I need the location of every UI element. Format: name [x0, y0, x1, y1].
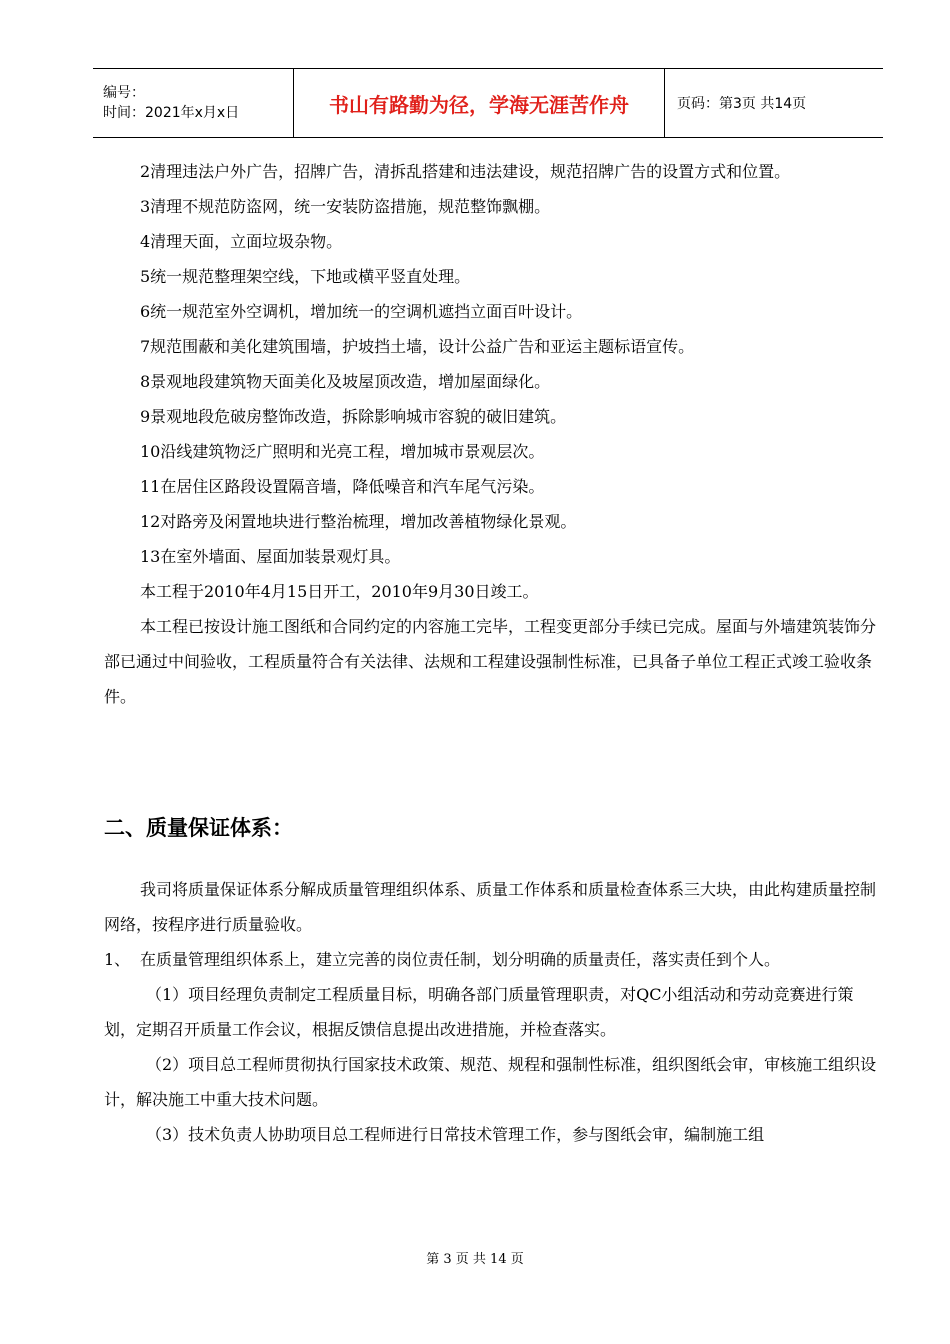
- section-quality-system: [104, 872, 884, 1152]
- header-motto: 书山有路勤为径，学海无涯苦作舟: [294, 69, 665, 137]
- section-intro: 我司将质量保证体系分解成质量管理组织体系、质量工作体系和质量检查体系三大块，由此构建质量控制网络，按程序进行质量验收。: [104, 880, 877, 934]
- paragraph: 13在室外墙面、屋面加装景观灯具。: [140, 547, 401, 566]
- paragraph: 11在居住区路段设置隔音墙，降低噪音和汽车尾气污染。: [140, 477, 545, 496]
- paragraph: 4清理天面，立面垃圾杂物。: [140, 232, 343, 251]
- list-number: 1、: [104, 950, 131, 969]
- page-header: [93, 68, 883, 138]
- sub-item: （2）项目总工程师贯彻执行国家技术政策、规范、规程和强制性标准，组织图纸会审，审核施工组织设计，解决施工中重大技术问题。: [104, 1055, 877, 1109]
- header-number-label: 编号：: [103, 85, 145, 101]
- paragraph: 3清理不规范防盗网，统一安装防盗措施，规范整饰飘棚。: [140, 197, 551, 216]
- paragraph: 2清理违法户外广告，招牌广告，清拆乱搭建和违法建设，规范招牌广告的设置方式和位置。: [140, 162, 791, 181]
- sub-item: （3）技术负责人协助项目总工程师进行日常技术管理工作，参与图纸会审，编制施工组: [146, 1125, 765, 1144]
- document-body: [104, 154, 884, 1144]
- paragraph: 5统一规范整理架空线，下地或横平竖直处理。: [140, 267, 471, 286]
- header-page-label: 页码：第3页 共14页: [677, 96, 807, 112]
- paragraph: 10沿线建筑物泛广照明和光亮工程，增加城市景观层次。: [140, 442, 545, 461]
- header-meta: [93, 69, 294, 137]
- section-heading: 二、质量保证体系：: [104, 816, 293, 840]
- paragraph: 本工程已按设计施工图纸和合同约定的内容施工完毕，工程变更部分手续已完成。屋面与外墙建筑装饰分部已通过中间验收，工程质量符合有关法律、法规和工程建设强制性标准，已具备子单位工程正式竣工验收条件。: [104, 617, 877, 706]
- paragraph: 本工程于2010年4月15日开工，2010年9月30日竣工。: [140, 582, 539, 601]
- paragraph: 8景观地段建筑物天面美化及坡屋顶改造，增加屋面绿化。: [140, 372, 551, 391]
- paragraph: 6统一规范室外空调机，增加统一的空调机遮挡立面百叶设计。: [140, 302, 583, 321]
- list-text: 在质量管理组织体系上，建立完善的岗位责任制，划分明确的质量责任，落实责任到个人。: [140, 950, 781, 969]
- header-time-label: 时间：2021年x月x日: [103, 105, 240, 121]
- paragraph: 9景观地段危破房整饰改造，拆除影响城市容貌的破旧建筑。: [140, 407, 567, 426]
- list-item: [104, 942, 884, 977]
- sub-item: （1）项目经理负责制定工程质量目标，明确各部门质量管理职责，对QC小组活动和劳动竞赛进行策划，定期召开质量工作会议，根据反馈信息提出改进措施，并检查落实。: [104, 985, 854, 1039]
- paragraph: 7规范围蔽和美化建筑围墙，护坡挡土墙，设计公益广告和亚运主题标语宣传。: [140, 337, 695, 356]
- page-footer: 第 3 页 共 14 页: [426, 1252, 524, 1267]
- paragraph: 12对路旁及闲置地块进行整治梳理，增加改善植物绿化景观。: [140, 512, 577, 531]
